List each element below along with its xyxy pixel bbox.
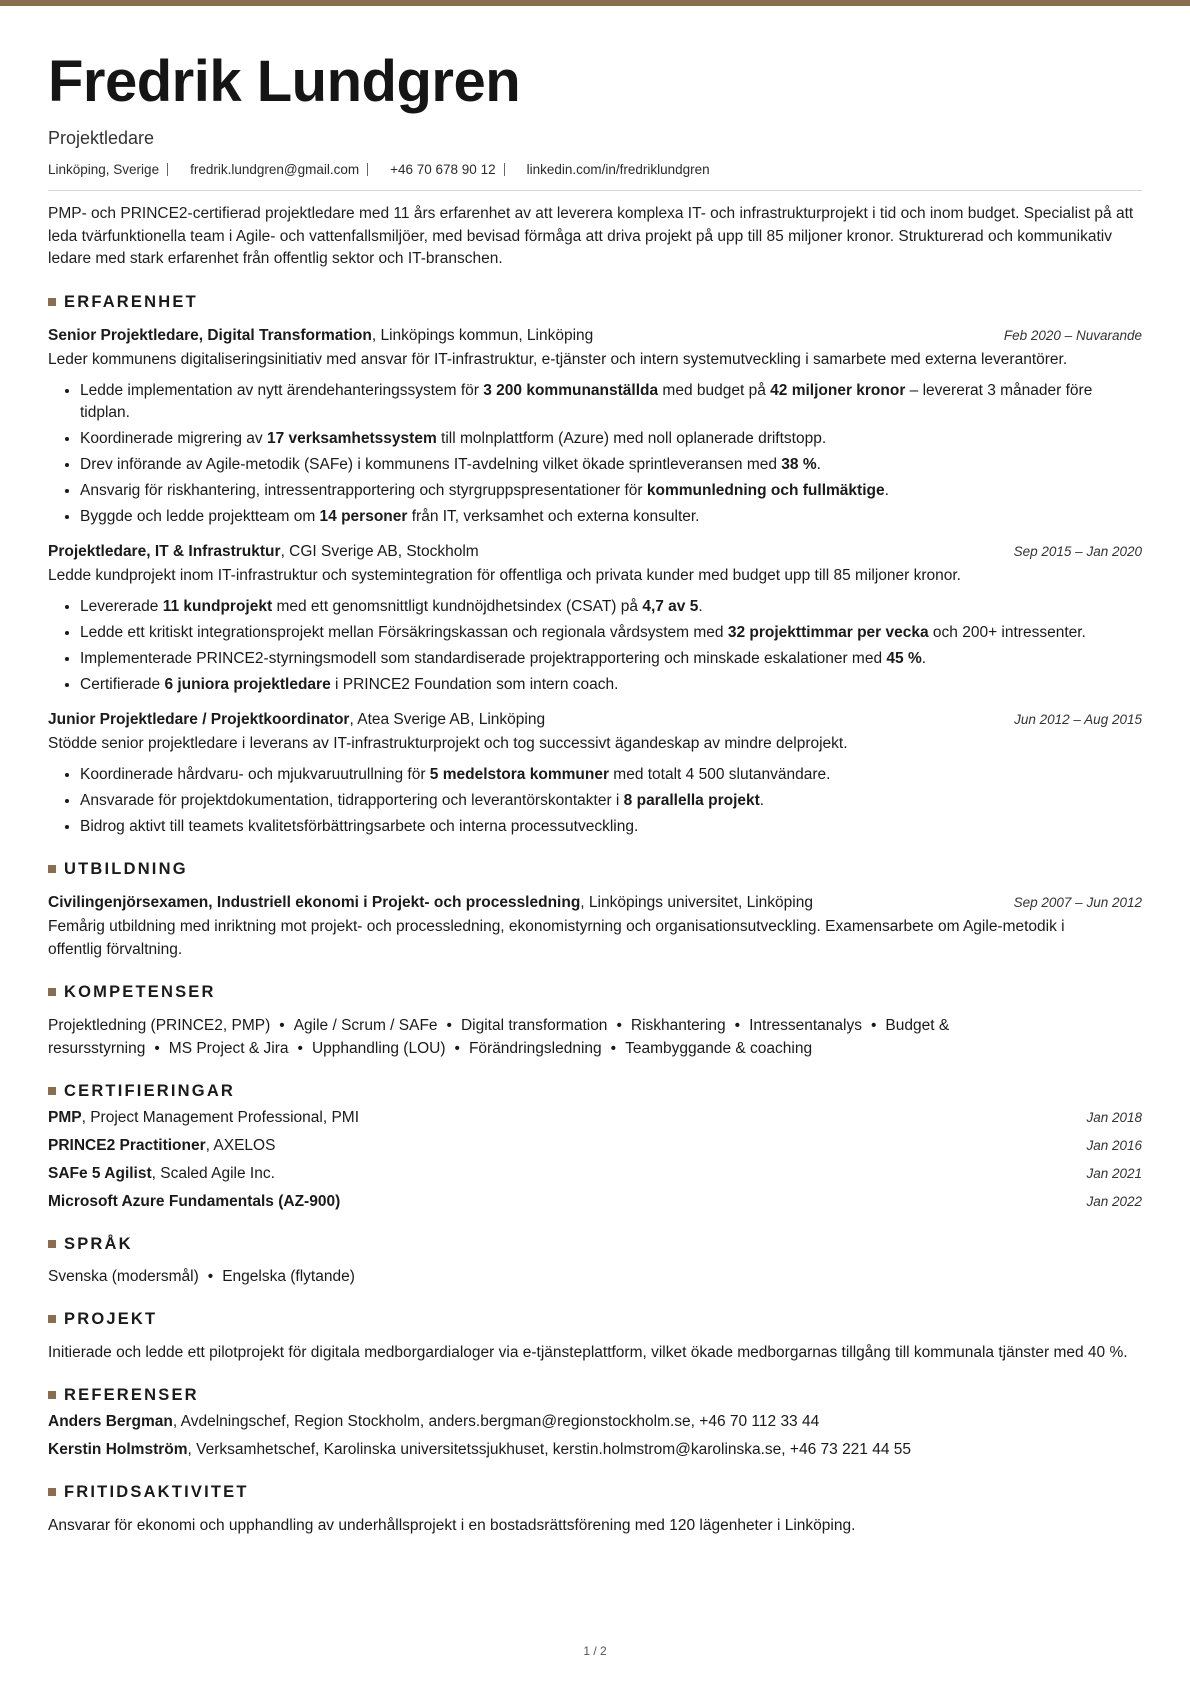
certification-name: PRINCE2 Practitioner xyxy=(48,1136,206,1154)
section-title: REFERENSER xyxy=(64,1385,199,1404)
education-date: Sep 2007 – Jun 2012 xyxy=(1013,894,1142,910)
achievement-list xyxy=(48,380,1142,528)
hobby-description: Ansvarar för ekonomi och upphandling av underhållsprojekt i en bostadsrättsförening med 120 lägenheter i Linköping. xyxy=(48,1516,856,1534)
reference-name: Anders Bergman xyxy=(48,1412,173,1430)
achievement-list xyxy=(48,596,1142,696)
bullet-separator: • xyxy=(297,1039,303,1057)
education-header xyxy=(48,892,1142,914)
certification-name: PMP xyxy=(48,1108,82,1126)
certification-date: Jan 2016 xyxy=(1086,1137,1142,1153)
contact-line xyxy=(48,162,1142,177)
project-description: Initierade och ledde ett pilotprojekt för digitala medborgardialoger via e-tjänsteplattform, vilket ökade medborgarnas tillgång till kommunala tjänster med 40 %. xyxy=(48,1343,1128,1361)
contact-email[interactable]: fredrik.lundgren@gmail.com xyxy=(190,162,360,177)
experience-entry xyxy=(48,325,1142,528)
contact-separator xyxy=(167,163,168,176)
section-marker-icon xyxy=(48,1087,56,1095)
section-marker-icon xyxy=(48,1240,56,1248)
section-marker-icon xyxy=(48,865,56,873)
job-title: Junior Projektledare / Projektkoordinator xyxy=(48,710,350,728)
reference-item xyxy=(48,1439,1142,1461)
job-title: Senior Projektledare, Digital Transformation xyxy=(48,326,372,344)
reference-name: Kerstin Holmström xyxy=(48,1440,188,1458)
skill-item: Upphandling (LOU) xyxy=(311,1039,446,1057)
achievement-item: • Implementerade PRINCE2-styrningsmodell som standardiserade projektrapportering och minskade eskalationer med 45 %. xyxy=(80,648,1142,670)
job-date: Sep 2015 – Jan 2020 xyxy=(1013,543,1142,559)
achievement-item: • Byggde och ledde projektteam om 14 personer från IT, verksamhet och externa konsulter. xyxy=(80,506,1142,528)
achievement-item: • Ledde ett kritiskt integrationsprojekt mellan Försäkringskassan och regionala vårdsystem med 32 projekttimmar per vecka och 200+ intressenter. xyxy=(80,622,1142,644)
achievement-item: • Koordinerade migrering av 17 verksamhetssystem till molnplattform (Azure) med noll oplanerade driftstopp. xyxy=(80,428,1142,450)
bullet-separator: • xyxy=(610,1039,617,1057)
language-list xyxy=(48,1266,1142,1288)
education-degree: Civilingenjörsexamen, Industriell ekonomi i Projekt- och processledning xyxy=(48,893,581,911)
candidate-name: Fredrik Lundgren xyxy=(48,49,521,114)
job-employer: , Atea Sverige AB, Linköping xyxy=(349,710,546,728)
language-item: Engelska (flytande) xyxy=(222,1267,355,1285)
skill-item: Förändringsledning xyxy=(468,1039,602,1057)
achievement-item: • Ansvarig för riskhantering, intressentrapportering och styrgruppspresentationer för kommunledning och fullmäktige. xyxy=(80,480,1142,502)
reference-item xyxy=(48,1411,1142,1433)
experience-header xyxy=(48,709,1142,731)
job-date: Jun 2012 – Aug 2015 xyxy=(1014,711,1142,727)
achievement-item: • Certifierade 6 juniora projektledare i PRINCE2 Foundation som intern coach. xyxy=(80,674,1142,696)
certification-name: SAFe 5 Agilist xyxy=(48,1164,152,1182)
achievement-item: • Bidrog aktivt till teamets kvalitetsförbättringsarbete och interna processutveckling. xyxy=(80,816,1142,838)
skill-item: Budget & resursstyrning xyxy=(48,1016,950,1057)
profile-summary: PMP- och PRINCE2-certifierad projektledare med 11 års erfarenhet av att leverera komplexa IT- och infrastrukturprojekt i tid och inom budget. Specialist på att leda tvärfunktionella team i Agile- och vattenfallsmiljöer, med bevisad förmåga att driva projekt på upp till 85 miljoner kronor. Strukturerad och kommunikativ ledare med stark erfarenhet från offentlig sektor och IT-branschen. xyxy=(48,205,1134,267)
section-title: PROJEKT xyxy=(64,1309,158,1328)
certification-date: Jan 2018 xyxy=(1086,1109,1142,1125)
job-description: Leder kommunens digitaliseringsinitiativ med ansvar för IT-infrastruktur, e-tjänster och intern systemutveckling i samarbete med externa leverantörer. xyxy=(48,350,1068,368)
education-entry xyxy=(48,892,1142,961)
section-projects xyxy=(48,1310,1142,1329)
section-marker-icon xyxy=(48,298,56,306)
resume-page xyxy=(48,50,1142,1537)
skill-item: Digital transformation xyxy=(460,1016,608,1034)
contact-linkedin[interactable]: linkedin.com/in/fredriklundgren xyxy=(526,162,710,177)
achievement-list xyxy=(48,764,1142,838)
certification-item xyxy=(48,1135,1142,1157)
contact-separator xyxy=(367,163,368,176)
section-education xyxy=(48,860,1142,879)
section-title: UTBILDNING xyxy=(64,859,188,878)
page-number: 1 / 2 xyxy=(583,1644,607,1658)
experience-list xyxy=(48,325,1142,838)
certification-item xyxy=(48,1191,1142,1213)
experience-header xyxy=(48,325,1142,347)
certification-date: Jan 2021 xyxy=(1086,1165,1142,1181)
skill-item: Intressentanalys xyxy=(749,1016,862,1034)
job-date: Feb 2020 – Nuvarande xyxy=(1003,327,1142,343)
section-title: CERTIFIERINGAR xyxy=(64,1081,236,1100)
certification-date: Jan 2022 xyxy=(1086,1193,1142,1209)
certification-issuer: , Scaled Agile Inc. xyxy=(151,1164,275,1182)
bullet-separator: • xyxy=(734,1016,741,1034)
job-title: Projektledare, IT & Infrastruktur xyxy=(48,542,281,560)
section-marker-icon xyxy=(48,1488,56,1496)
certification-issuer: , Project Management Professional, PMI xyxy=(81,1108,359,1126)
bullet-separator: • xyxy=(279,1016,285,1034)
achievement-item: • Levererade 11 kundprojekt med ett genomsnittligt kundnöjdhetsindex (CSAT) på 4,7 av 5. xyxy=(80,596,1142,618)
section-title: SPRÅK xyxy=(64,1234,133,1253)
certification-list xyxy=(48,1107,1142,1213)
skill-item: Projektledning (PRINCE2, PMP) xyxy=(48,1016,271,1034)
section-skills xyxy=(48,983,1142,1002)
experience-header xyxy=(48,541,1142,563)
education-description: Femårig utbildning med inriktning mot projekt- och processledning, ekonomistyrning och organisationsutveckling. Examensarbete om Agile-metodik i offentlig förvaltning. xyxy=(48,917,1065,958)
skill-item: MS Project & Jira xyxy=(168,1039,289,1057)
reference-details: , Avdelningschef, Region Stockholm, anders.bergman@regionstockholm.se, +46 70 112 33 44 xyxy=(172,1412,820,1430)
contact-location: Linköping, Sverige xyxy=(48,162,160,177)
job-description: Ledde kundprojekt inom IT-infrastruktur och systemintegration för offentliga och privata kunder med budget upp till 85 miljoner kronor. xyxy=(48,566,961,584)
bullet-separator: • xyxy=(454,1039,460,1057)
certification-item xyxy=(48,1107,1142,1129)
skill-item: Teambyggande & coaching xyxy=(625,1039,813,1057)
section-title: FRITIDSAKTIVITET xyxy=(64,1482,249,1501)
header-divider xyxy=(48,190,1142,191)
bullet-separator: • xyxy=(207,1267,214,1285)
bullet-separator: • xyxy=(616,1016,622,1034)
reference-list xyxy=(48,1411,1142,1461)
section-hobbies xyxy=(48,1483,1142,1502)
section-languages xyxy=(48,1235,1142,1254)
achievement-item: • Koordinerade hårdvaru- och mjukvaruutrullning för 5 medelstora kommuner med totalt 4 500 slutanvändare. xyxy=(80,764,1142,786)
section-certifications xyxy=(48,1082,1142,1101)
job-description: Stödde senior projektledare i leverans av IT-infrastrukturprojekt och tog successivt ägandeskap av mindre delprojekt. xyxy=(48,734,848,752)
experience-entry xyxy=(48,541,1142,696)
language-item: Svenska (modersmål) xyxy=(48,1267,199,1285)
contact-phone[interactable]: +46 70 678 90 12 xyxy=(390,162,496,177)
contact-separator xyxy=(504,163,505,176)
skills-list xyxy=(48,1014,1142,1060)
section-references xyxy=(48,1386,1142,1405)
section-title: KOMPETENSER xyxy=(64,982,216,1001)
bullet-separator: • xyxy=(154,1039,160,1057)
skill-item: Agile / Scrum / SAFe xyxy=(293,1016,438,1034)
section-marker-icon xyxy=(48,988,56,996)
section-marker-icon xyxy=(48,1391,56,1399)
section-title: ERFARENHET xyxy=(64,292,198,311)
certification-name: Microsoft Azure Fundamentals (AZ-900) xyxy=(48,1192,341,1210)
achievement-item: • Ledde implementation av nytt ärendehanteringssystem för 3 200 kommunanställda med budget på 42 miljoner kronor – levererat 3 månader före tidplan. xyxy=(80,380,1142,424)
certification-issuer: , AXELOS xyxy=(205,1136,276,1154)
accent-top-bar xyxy=(0,0,1190,6)
certification-item xyxy=(48,1163,1142,1185)
section-marker-icon xyxy=(48,1315,56,1323)
bullet-separator: • xyxy=(870,1016,877,1034)
achievement-item: • Drev införande av Agile-metodik (SAFe) i kommunens IT-avdelning vilket ökade sprintleveransen med 38 %. xyxy=(80,454,1142,476)
skill-item: Riskhantering xyxy=(630,1016,726,1034)
reference-details: , Verksamhetschef, Karolinska universitetssjukhuset, kerstin.holmstrom@karolinska.se, +46 73 221 44 55 xyxy=(187,1440,912,1458)
bullet-separator: • xyxy=(446,1016,452,1034)
experience-entry xyxy=(48,709,1142,838)
job-employer: , CGI Sverige AB, Stockholm xyxy=(280,542,479,560)
section-experience xyxy=(48,293,1142,312)
education-school: , Linköpings universitet, Linköping xyxy=(580,893,813,911)
job-employer: , Linköpings kommun, Linköping xyxy=(371,326,594,344)
achievement-item: • Ansvarade för projektdokumentation, tidrapportering och leverantörskontakter i 8 parallella projekt. xyxy=(80,790,1142,812)
candidate-role: Projektledare xyxy=(48,128,155,148)
